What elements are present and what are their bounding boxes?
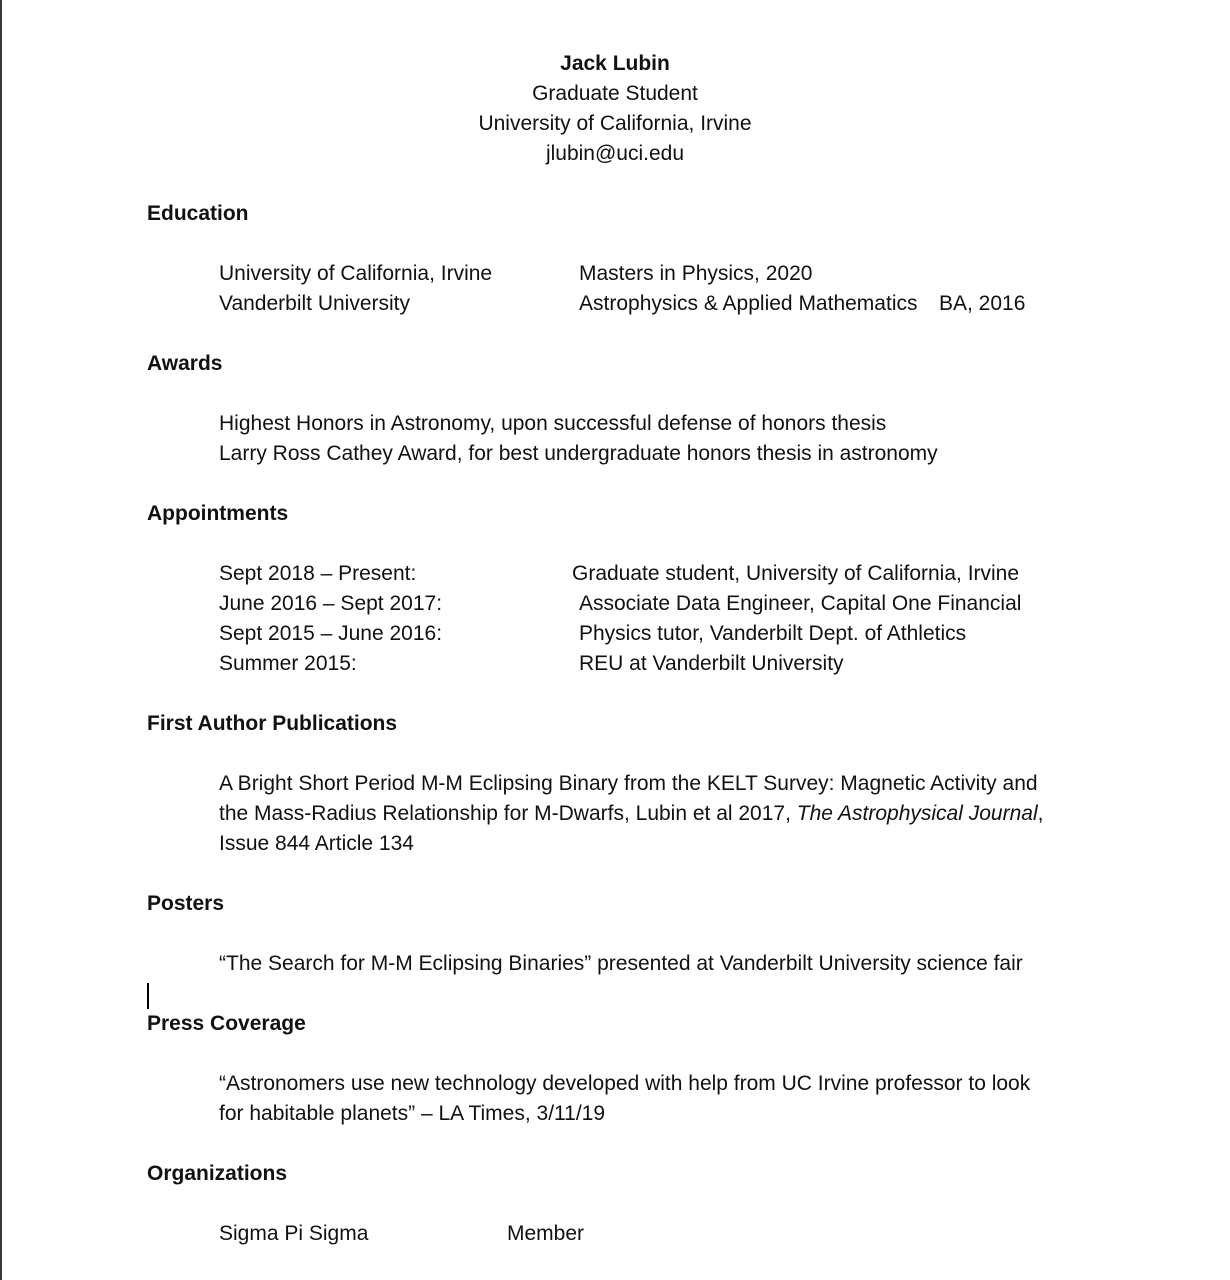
poster-item: “The Search for M-M Eclipsing Binaries” presented at Vanderbilt University science fair bbox=[219, 952, 1023, 975]
press-line: for habitable planets” – LA Times, 3/11/19 bbox=[219, 1102, 606, 1125]
person-institution: University of California, Irvine bbox=[478, 112, 752, 135]
publication-punctuation: , bbox=[1037, 802, 1044, 825]
education-school: University of California, Irvine bbox=[219, 262, 493, 285]
education-degree: Masters in Physics, 2020 bbox=[579, 262, 813, 285]
appointment-dates: Sept 2018 – Present: bbox=[219, 562, 417, 585]
appointment-role: Associate Data Engineer, Capital One Financial bbox=[579, 592, 1022, 615]
press-heading: Press Coverage bbox=[147, 1012, 306, 1035]
appointment-dates: Sept 2015 – June 2016: bbox=[219, 622, 443, 645]
appointment-role: REU at Vanderbilt University bbox=[579, 652, 844, 675]
organization-role: Member bbox=[507, 1222, 585, 1245]
appointment-dates: June 2016 – Sept 2017: bbox=[219, 592, 443, 615]
publication-journal: The Astrophysical Journal bbox=[796, 802, 1038, 825]
education-degree: Astrophysics & Applied Mathematics bbox=[579, 292, 918, 315]
person-email: jlubin@uci.edu bbox=[545, 142, 685, 165]
education-school: Vanderbilt University bbox=[219, 292, 411, 315]
education-degree-type: BA, 2016 bbox=[939, 292, 1026, 315]
awards-heading: Awards bbox=[147, 352, 223, 375]
publication-line: A Bright Short Period M-M Eclipsing Binary from the KELT Survey: Magnetic Activity and bbox=[219, 772, 1038, 795]
education-heading: Education bbox=[147, 202, 249, 225]
press-line: “Astronomers use new technology developed with help from UC Irvine professor to look bbox=[219, 1072, 1031, 1095]
award-item: Larry Ross Cathey Award, for best undergraduate honors thesis in astronomy bbox=[219, 442, 938, 465]
publication-text: the Mass-Radius Relationship for M-Dwarfs, Lubin et al 2017, bbox=[219, 802, 797, 825]
award-item: Highest Honors in Astronomy, upon successful defense of honors thesis bbox=[219, 412, 887, 435]
person-title: Graduate Student bbox=[532, 82, 698, 105]
organizations-heading: Organizations bbox=[147, 1162, 288, 1185]
appointments-heading: Appointments bbox=[147, 502, 289, 525]
organization-name: Sigma Pi Sigma bbox=[219, 1222, 369, 1245]
appointment-dates: Summer 2015: bbox=[219, 652, 357, 675]
posters-heading: Posters bbox=[147, 892, 225, 915]
appointment-role: Physics tutor, Vanderbilt Dept. of Athletics bbox=[579, 622, 967, 645]
person-name: Jack Lubin bbox=[560, 52, 670, 75]
publication-line: Issue 844 Article 134 bbox=[219, 832, 414, 855]
publications-heading: First Author Publications bbox=[147, 712, 398, 735]
appointment-role: Graduate student, University of California, Irvine bbox=[572, 562, 1020, 585]
publication-line bbox=[219, 799, 1043, 829]
text-cursor bbox=[147, 983, 149, 1009]
